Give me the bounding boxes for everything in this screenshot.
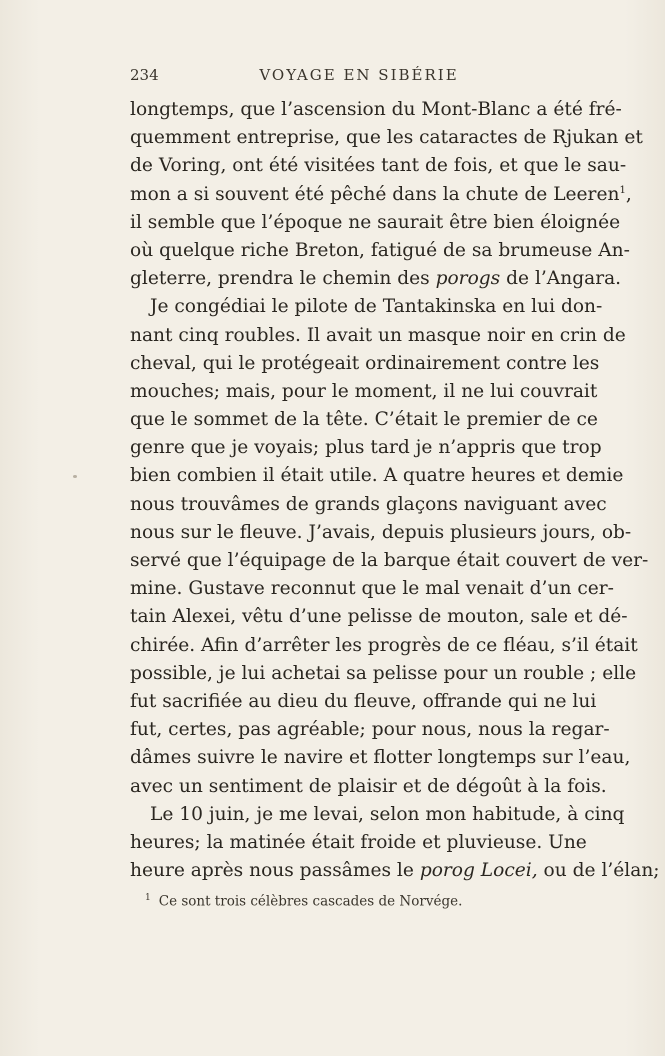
page-header: [130, 66, 588, 90]
text-line: possible, je lui achetai sa pelisse pour un rouble ; elle: [130, 662, 637, 684]
text-line: [130, 265, 622, 293]
paragraph-start-line: Je congédiai le pilote de Tantakinska en lui don-: [150, 296, 603, 318]
text-line-tail: de l’Angara.: [506, 268, 622, 290]
paragraph-start-line: Le 10 juin, je me levai, selon mon habitude, à cinq: [150, 803, 625, 825]
text-line: de Voring, ont été visitées tant de fois, et que le sau-: [130, 155, 627, 177]
text-line-content: heure après nous passâmes le: [130, 860, 414, 882]
text-line: genre que je voyais; plus tard je n’appris que trop: [130, 437, 602, 459]
text-line: nant cinq roubles. Il avait un masque noir en crin de: [130, 324, 626, 346]
text-line: fut, certes, pas agréable; pour nous, nous la regar-: [130, 719, 610, 741]
page-number: 234: [130, 66, 159, 84]
text-line: nous trouvâmes de grands glaçons naviguant avec: [130, 493, 607, 515]
text-line: servé que l’équipage de la barque était couvert de ver-: [130, 550, 649, 571]
text-line: cheval, qui le protégeait ordinairement contre les: [130, 352, 600, 374]
text-line: où quelque riche Breton, fatigué de sa brumeuse An-: [130, 239, 630, 261]
footnote: [145, 893, 462, 910]
text-line: fut sacrifiée au dieu du fleuve, offrande qui ne lui: [130, 690, 597, 712]
paper-speck: [73, 475, 77, 478]
footnote-text: Ce sont trois célèbres cascades de Norvége.: [158, 893, 463, 910]
text-line: [130, 857, 660, 885]
running-head: VOYAGE EN SIBÉRIE: [259, 66, 459, 84]
text-line: longtemps, que l’ascension du Mont-Blanc a été fré-: [130, 99, 622, 120]
text-line-tail: ou de l’élan;: [543, 860, 660, 882]
footnote-reference: 1: [619, 184, 626, 196]
text-line: [130, 181, 632, 209]
body-text: [130, 96, 660, 885]
text-line-tail: ,: [625, 183, 632, 205]
text-line: chirée. Afin d’arrêter les progrès de ce fléau, s’il était: [130, 634, 638, 656]
footnote-marker: 1: [145, 893, 151, 903]
text-line: nous sur le fleuve. J’avais, depuis plusieurs jours, ob-: [130, 521, 632, 543]
text-line: bien combien il était utile. A quatre heures et demie: [130, 465, 624, 487]
text-line-content: mon a si souvent été pêché dans la chute de Leeren: [130, 183, 620, 205]
text-line: que le sommet de la tête. C’était le premier de ce: [130, 409, 598, 431]
italic-term: porogs: [435, 268, 501, 290]
text-line: il semble que l’époque ne saurait être bien éloignée: [130, 211, 621, 233]
text-line: avec un sentiment de plaisir et de dégoût à la fois.: [130, 775, 607, 797]
text-line: mouches; mais, pour le moment, il ne lui couvrait: [130, 380, 598, 402]
text-line-content: gleterre, prendra le chemin des: [130, 268, 430, 290]
text-line: tain Alexei, vêtu d’une pelisse de mouton, sale et dé-: [130, 606, 628, 628]
italic-term: porog Locei,: [419, 860, 538, 882]
text-line: mine. Gustave reconnut que le mal venait d’un cer-: [130, 578, 614, 600]
text-line: dâmes suivre le navire et flotter longtemps sur l’eau,: [130, 747, 631, 769]
text-line: quemment entreprise, que les cataractes de Rjukan et: [130, 127, 643, 149]
text-line: heures; la matinée était froide et pluvieuse. Une: [130, 831, 587, 853]
